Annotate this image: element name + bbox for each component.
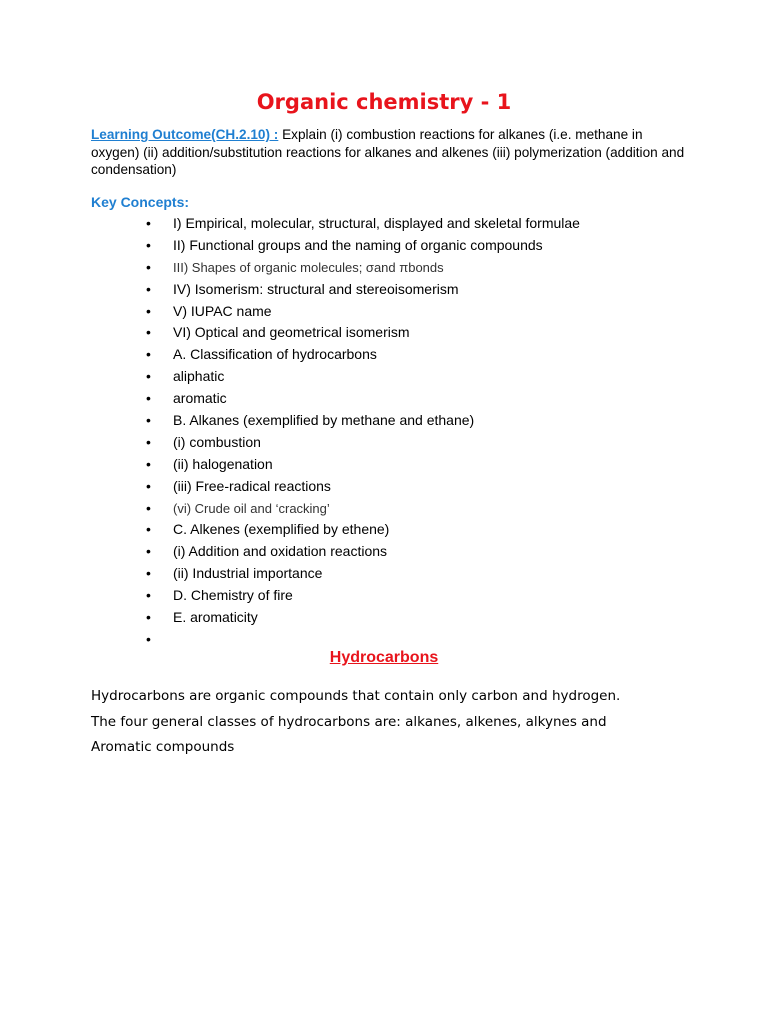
list-item-text: I) Empirical, molecular, structural, displayed and skeletal formulae	[173, 215, 580, 231]
list-item-text: aliphatic	[173, 368, 225, 385]
bullet-icon: •	[146, 499, 151, 516]
list-item-text: VI) Optical and geometrical isomerism	[173, 324, 410, 341]
list-item	[0, 541, 580, 563]
bullet-icon: •	[146, 455, 151, 472]
bullet-icon: •	[146, 368, 151, 385]
list-item	[0, 585, 580, 607]
list-item	[0, 432, 580, 454]
paragraph-line: The four general classes of hydrocarbons are: alkanes, alkenes, alkynes and	[91, 713, 607, 730]
list-item	[0, 213, 580, 235]
list-item	[0, 629, 580, 651]
section-heading-hydrocarbons: Hydrocarbons	[329, 649, 439, 666]
list-item-text: IV) Isomerism: structural and stereoisomerism	[173, 280, 459, 297]
list-item-text: B. Alkanes (exemplified by methane and ethane)	[173, 412, 475, 429]
bullet-icon: •	[146, 302, 151, 319]
list-item-text: II) Functional groups and the naming of organic compounds	[173, 236, 543, 253]
bullet-icon: •	[146, 412, 151, 429]
list-item-text: (ii) Industrial importance	[173, 565, 323, 582]
bullet-icon: •	[146, 630, 151, 647]
paragraph-line: Hydrocarbons are organic compounds that contain only carbon and hydrogen.	[91, 688, 621, 704]
learning-outcome-label: Learning Outcome(CH.2.10) :	[91, 127, 279, 142]
bullet-icon: •	[146, 258, 151, 275]
bullet-icon: •	[146, 215, 151, 231]
bullet-icon: •	[146, 521, 151, 538]
list-item-text: III) Shapes of organic molecules; σand πbonds	[173, 259, 444, 275]
list-item	[0, 498, 580, 520]
list-item	[0, 519, 580, 541]
bullet-icon: •	[146, 346, 151, 363]
list-item-text: (i) combustion	[173, 433, 261, 450]
list-item-text: V) IUPAC name	[173, 302, 272, 319]
page-title: Organic chemistry - 1	[256, 90, 512, 114]
list-item-text: C. Alkenes (exemplified by ethene)	[173, 521, 390, 538]
bullet-icon: •	[146, 609, 151, 626]
bullet-icon: •	[146, 280, 151, 297]
list-item	[0, 476, 580, 498]
list-item-text: (iii) Free-radical reactions	[173, 477, 331, 494]
list-item	[0, 301, 580, 323]
list-item-text: (vi) Crude oil and ‘cracking’	[173, 500, 330, 516]
list-item	[0, 563, 580, 585]
list-item	[0, 388, 580, 410]
list-item-text: D. Chemistry of fire	[173, 587, 293, 604]
list-item	[0, 344, 580, 366]
list-item	[0, 279, 580, 301]
list-item	[0, 366, 580, 388]
bullet-icon: •	[146, 565, 151, 582]
bullet-icon: •	[146, 543, 151, 560]
list-item	[0, 454, 580, 476]
learning-outcome-text: Explain (i) combustion reactions for alkanes (i.e. methane in oxygen) (ii) addition/substitution reactions for alkanes and alkenes (iii) polymerization (addition and condensation)	[91, 127, 685, 177]
list-item	[0, 257, 580, 279]
paragraph-line: Aromatic compounds	[91, 739, 235, 755]
list-item	[0, 322, 580, 344]
bullet-icon: •	[146, 390, 151, 407]
list-item	[0, 607, 580, 629]
key-concepts-list	[0, 213, 580, 651]
bullet-icon: •	[146, 587, 151, 604]
learning-outcome	[91, 126, 691, 179]
hydrocarbons-paragraph	[91, 684, 711, 761]
list-item-text: (ii) halogenation	[173, 455, 273, 472]
list-item-text: E. aromaticity	[173, 609, 258, 626]
list-item	[0, 410, 580, 432]
bullet-icon: •	[146, 236, 151, 253]
key-concepts-heading: Key Concepts:	[91, 194, 190, 210]
list-item-text: A. Classification of hydrocarbons	[173, 346, 377, 363]
bullet-icon: •	[146, 324, 151, 341]
list-item	[0, 235, 580, 257]
bullet-icon: •	[146, 433, 151, 450]
list-item-text: aromatic	[173, 390, 227, 407]
bullet-icon: •	[146, 477, 151, 494]
list-item-text: (i) Addition and oxidation reactions	[173, 543, 388, 560]
